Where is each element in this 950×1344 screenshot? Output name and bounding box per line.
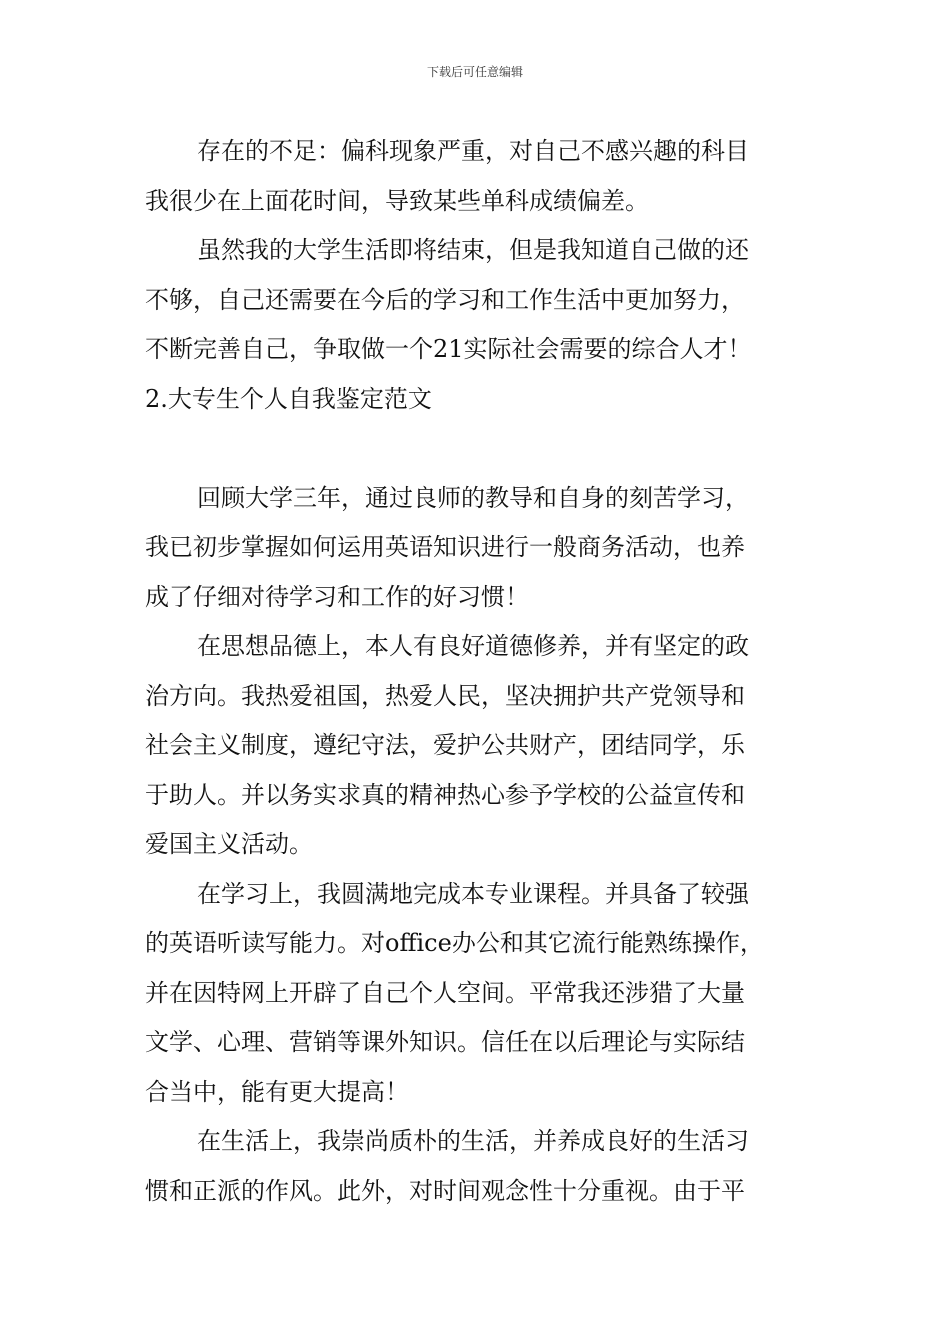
paragraph-line: 文学、心理、营销等课外知识。信任在以后理论与实际结 — [145, 1028, 745, 1056]
document-body — [145, 127, 825, 1216]
blank-line — [145, 424, 825, 474]
paragraph-line: 并在因特网上开辟了自己个人空间。平常我还涉猎了大量 — [145, 978, 745, 1007]
paragraph-line: 于助人。并以务实求真的精神热心参予学校的公益宣传和 — [145, 780, 745, 809]
paragraph-line: 惯和正派的作风。此外，对时间观念性十分重视。由于平 — [145, 1176, 745, 1205]
paragraph-line: 社会主义制度，遵纪守法，爱护公共财产，团结同学，乐 — [145, 731, 745, 759]
paragraph-line: 成了仔细对待学习和工作的好习惯！ — [145, 582, 529, 611]
paragraph-line: 存在的不足：偏科现象严重，对自己不感兴趣的科目 — [197, 137, 749, 165]
paragraph-line: 不断完善自己，争取做一个21实际社会需要的综合人才！ — [145, 335, 752, 363]
paragraph-line: 我已初步掌握如何运用英语知识进行一般商务活动，也养 — [145, 533, 745, 561]
paragraph-line: 爱国主义活动。 — [145, 830, 313, 858]
paragraph-line: 不够，自己还需要在今后的学习和工作生活中更加努力， — [145, 285, 745, 314]
paragraph-line: 治方向。我热爱祖国，热爱人民，坚决拥护共产党领导和 — [145, 681, 745, 710]
paragraph-line: 合当中，能有更大提高！ — [145, 1077, 409, 1106]
paragraph-line: 在学习上，我圆满地完成本专业课程。并具备了较强 — [197, 879, 749, 908]
section-heading: 2.大专生个人自我鉴定范文 — [145, 384, 432, 413]
paragraph-line: 在思想品德上，本人有良好道德修养，并有坚定的政 — [197, 632, 749, 660]
page-header: 下载后可任意编辑 — [426, 65, 523, 79]
paragraph-line: 虽然我的大学生活即将结束，但是我知道自己做的还 — [197, 236, 749, 264]
paragraph-line: 我很少在上面花时间，导致某些单科成绩偏差。 — [145, 186, 649, 215]
paragraph-line: 回顾大学三年，通过良师的教导和自身的刻苦学习， — [197, 483, 749, 512]
paragraph-line: 的英语听读写能力。对office办公和其它流行能熟练操作， — [145, 929, 764, 957]
paragraph-line: 在生活上，我崇尚质朴的生活，并养成良好的生活习 — [197, 1127, 749, 1155]
